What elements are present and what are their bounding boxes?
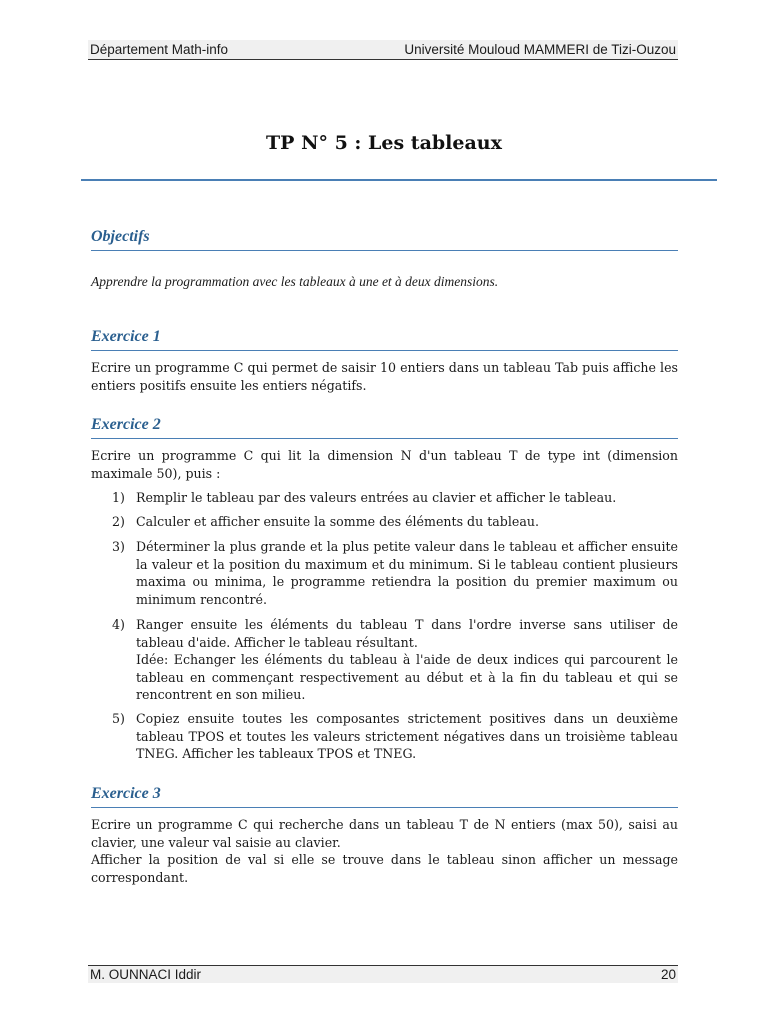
exercice3-text-2: Afficher la position de val si elle se trouve dans le tableau sinon afficher un message correspondant.	[91, 852, 678, 885]
item-number: 4)	[112, 617, 125, 632]
item-text: Remplir le tableau par des valeurs entrées au clavier et afficher le tableau.	[136, 490, 617, 505]
header-university: Université Mouloud MAMMERI de Tizi-Ouzou	[404, 42, 676, 57]
item-number: 5)	[112, 711, 125, 726]
exercice2-heading: Exercice 2	[91, 416, 678, 439]
exercice2-item-4	[112, 616, 678, 704]
exercice3-text-1: Ecrire un programme C qui recherche dans un tableau T de N entiers (max 50), saisi au clavier, une valeur val saisie au clavier.	[91, 817, 678, 850]
exercice3-heading: Exercice 3	[91, 785, 678, 808]
objectifs-text: Apprendre la programmation avec les tableaux à une et à deux dimensions.	[91, 274, 499, 289]
item-number: 1)	[112, 490, 125, 505]
exercice2-item-1	[112, 489, 678, 507]
item-body	[136, 616, 678, 704]
footer-author: M. OUNNACI Iddir	[90, 967, 202, 982]
exercice2-item-3	[112, 538, 678, 608]
exercice1-heading: Exercice 1	[91, 328, 678, 351]
item-idea: Idée: Echanger les éléments du tableau à l'aide de deux indices qui parcourent le tableau en commençant respectivement au début et à la fin du tableau et qui se rencontrent en son milieu.	[136, 652, 678, 702]
title-divider	[81, 179, 717, 181]
objectifs-heading: Objectifs	[91, 228, 678, 251]
exercice1-text: Ecrire un programme C qui permet de saisir 10 entiers dans un tableau Tab puis affiche les entiers positifs ensuite les entiers négatifs.	[91, 360, 678, 393]
exercice2-item-2	[112, 513, 678, 531]
item-text: Déterminer la plus grande et la plus petite valeur dans le tableau et afficher ensuite la valeur et la position du maximum et du minimum. Si le tableau contient plusieurs maxima ou minima, le programme retiendra la position du premier maximum ou minimum rencontré.	[136, 539, 678, 607]
exercice2-item-5	[112, 710, 678, 763]
item-number: 3)	[112, 539, 125, 554]
page-number: 20	[660, 967, 676, 982]
header-department: Département Math-info	[90, 42, 229, 57]
exercice2-intro: Ecrire un programme C qui lit la dimension N d'un tableau T de type int (dimension maximale 50), puis :	[91, 448, 678, 481]
item-text: Ranger ensuite les éléments du tableau T dans l'ordre inverse sans utiliser de tableau d'aide. Afficher le tableau résultant.	[136, 617, 678, 650]
page-header	[88, 40, 678, 60]
item-text: Copiez ensuite toutes les composantes strictement positives dans un deuxième tableau TPOS et toutes les valeurs strictement négatives dans un troisième tableau TNEG. Afficher les tableaux TPOS et TNEG.	[136, 711, 678, 761]
page-title: TP N° 5 : Les tableaux	[266, 132, 502, 154]
item-text: Calculer et afficher ensuite la somme des éléments du tableau.	[136, 514, 539, 529]
item-number: 2)	[112, 514, 125, 529]
page-footer	[88, 965, 678, 983]
